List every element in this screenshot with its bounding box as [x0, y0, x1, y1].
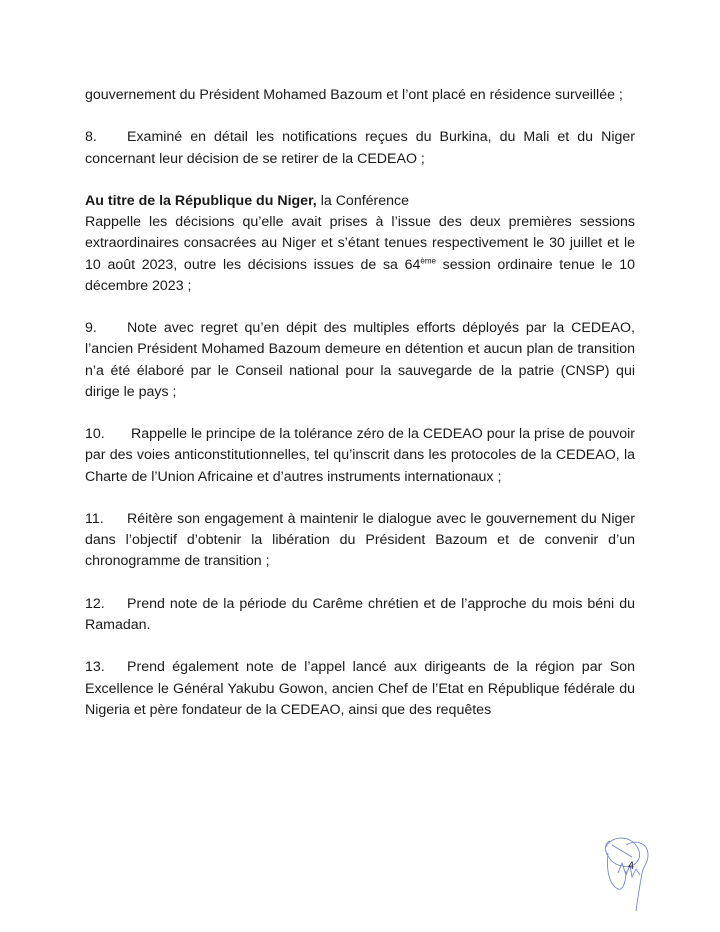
section-intro-text-end: session ordinaire tenue le 10 décembre 2023 ; [85, 256, 635, 294]
paragraph-11 [85, 509, 635, 573]
paragraph-number: 11. [85, 510, 104, 527]
section-heading [85, 191, 635, 212]
section-intro [85, 212, 635, 297]
section-heading-bold: Au titre de la République du Niger, [85, 192, 317, 209]
document-page [85, 85, 635, 721]
paragraph-number: 8. [85, 129, 97, 146]
paragraph-number: 10. [85, 426, 105, 443]
signature-initials-icon [596, 833, 666, 913]
section-intro-text: Rappelle les décisions qu’elle avait prises à l’issue des deux premières sessions extraordinaires consacrées au Niger et s’étant tenues respectivement le 30 juillet et le 10 août 2023, outre les décisions issues de sa 64 [85, 214, 635, 273]
paragraph-number: 13. [85, 659, 105, 676]
paragraph-text: Rappelle le principe de la tolérance zéro de la CEDEAO pour la prise de pouvoir par des voies anticonstitutionnelles, tel qu’inscrit dans les protocoles de la CEDEAO, la Charte de l’Union Africaine et d’autres instruments internationaux ; [85, 426, 635, 485]
paragraph-text: Prend également note de l’appel lancé aux dirigeants de la région par Son Excellence le Général Yakubu Gowon, ancien Chef de l’Etat en République fédérale du Nigeria et père fondateur de la CEDEAO, ainsi que des requêtes [85, 659, 635, 718]
paragraph-number: 9. [85, 320, 97, 337]
paragraph-13 [85, 657, 635, 721]
paragraph-8 [85, 127, 635, 169]
paragraph-12 [85, 594, 635, 636]
paragraph-text: Réitère son engagement à maintenir le dialogue avec le gouvernement du Niger dans l’objectif d’obtenir la libération du Président Bazoum et de convenir d’un chronogramme de transition ; [85, 510, 635, 570]
paragraph-9 [85, 318, 635, 403]
paragraph-text: Examiné en détail les notifications reçues du Burkina, du Mali et du Niger concernant leur décision de se retirer de la CEDEAO ; [85, 129, 635, 167]
paragraph-10 [85, 424, 635, 488]
paragraph-number: 12. [85, 595, 105, 612]
paragraph-text: Note avec regret qu’en dépit des multiples efforts déployés par la CEDEAO, l’ancien Président Mohamed Bazoum demeure en détention et aucun plan de transition n’a été élaboré par le Conseil national pour la sauvegarde de la patrie (CNSP) qui dirige le pays ; [85, 320, 635, 400]
continuation-paragraph: gouvernement du Président Mohamed Bazoum et l’ont placé en résidence surveillée ; [85, 87, 623, 103]
paragraph-text: Prend note de la période du Carême chrétien et de l’approche du mois béni du Ramadan. [85, 595, 635, 633]
page-number: 4 [628, 860, 635, 872]
ordinal-superscript: ème [420, 255, 436, 265]
section-heading-rest: la Conférence [316, 192, 410, 209]
